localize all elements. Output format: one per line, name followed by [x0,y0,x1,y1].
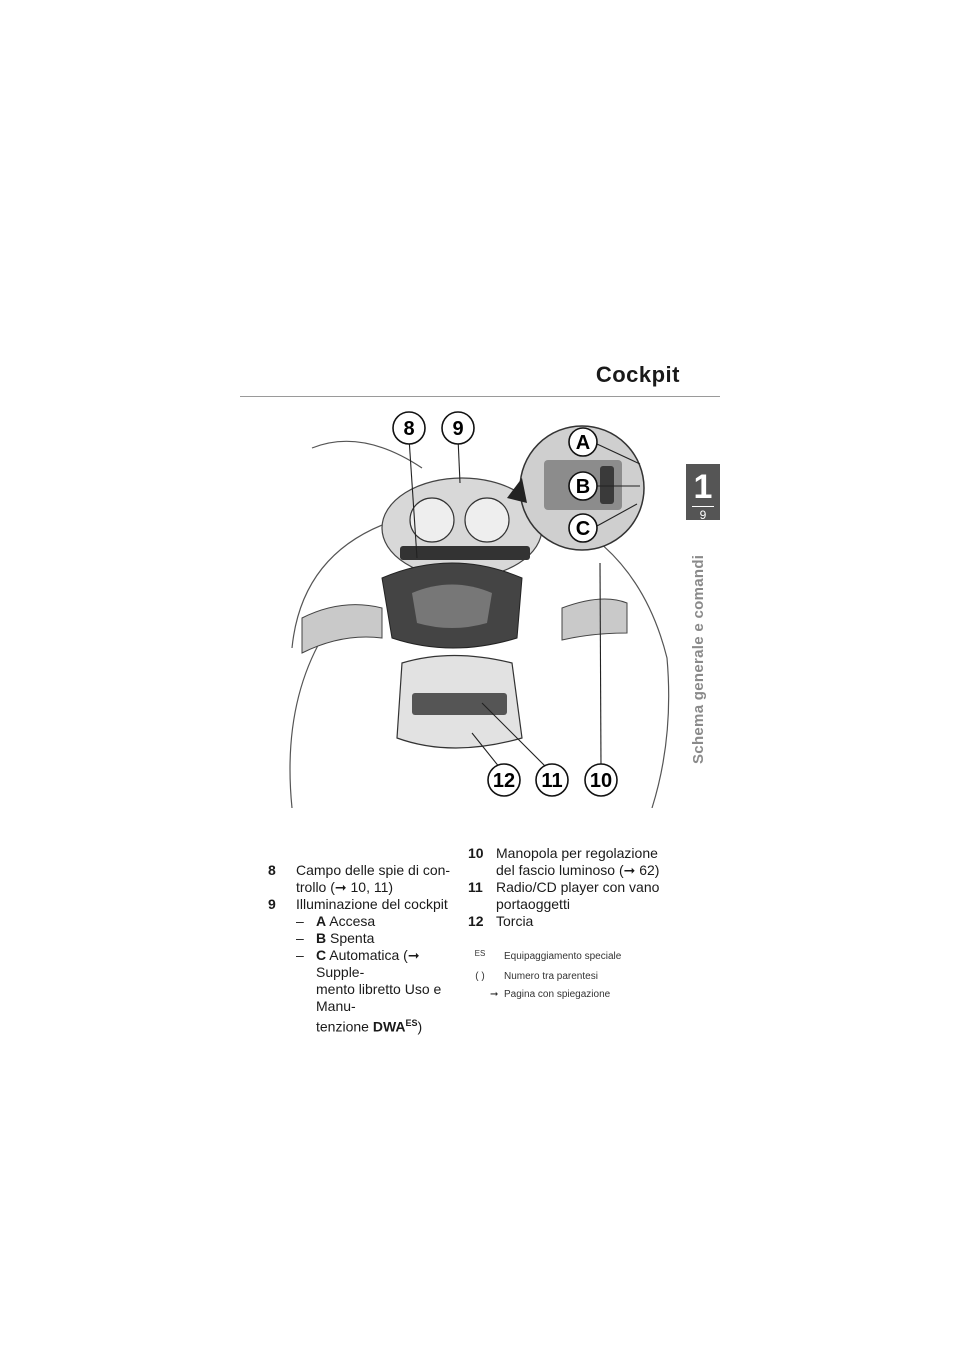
leader-10 [600,563,601,768]
page-number: 9 [699,508,707,522]
callout-9: 9 [452,418,464,440]
warning-light-strip [400,546,530,560]
sub-c-line2: mento libretto Uso e Manu- [316,981,442,1014]
item-11-line1: Radio/CD player con vano [496,879,660,895]
item-8 [268,862,468,896]
item-9-number: 9 [268,896,276,912]
sub-c-line3 [316,1015,468,1036]
legend-es-text: Equipaggiamento speciale [504,951,622,962]
chapter-tab-divider [692,506,714,507]
item-9-sub-c-cont [268,981,468,1036]
item-8-line2: trollo (➞ 10, 11) [296,879,394,895]
chapter-number: 1 [693,468,713,506]
item-12 [468,913,688,930]
callout-A: A [575,432,591,454]
cd-player [412,693,507,715]
legend-arrow-key: ➞ [490,989,499,1000]
legend-es-key: ES [474,949,486,958]
item-11-line2: portaoggetti [496,896,570,912]
sub-c-key: C [316,947,327,963]
callout-C: C [575,518,591,540]
page-title: Cockpit [595,362,680,387]
item-9-sub-b [268,930,468,947]
sub-c-line3-pre: tenzione [316,1018,373,1035]
sub-c-dash: – [296,947,304,963]
left-handlebar [302,605,382,653]
legend-arrow-text: Pagina con spiegazione [504,989,611,1000]
sub-b-key: B [316,930,327,946]
item-10-number: 10 [468,845,484,861]
sub-c-line3-sup: ES [405,1018,418,1028]
lid-inner [412,585,492,629]
sub-a-text: Accesa [329,913,376,929]
right-handlebar [562,599,627,640]
item-10-line1: Manopola per regolazione [496,845,658,861]
sub-b-dash: – [296,930,304,946]
sub-b-text: Spenta [330,930,375,946]
callout-B: B [575,476,591,498]
item-11 [468,879,688,913]
callout-11: 11 [541,770,563,792]
inset-switch-knob [600,466,614,504]
cockpit-illustration [282,408,680,808]
tachometer [465,498,509,542]
item-12-number: 12 [468,913,484,929]
callout-10: 10 [589,770,613,792]
speedometer [410,498,454,542]
side-label-text: Schema generale e comandi [690,554,707,764]
item-list-right [468,845,688,930]
fairing-left [290,638,322,808]
legend-paren-key: ( ) [475,971,485,982]
callout-12: 12 [492,770,516,792]
sub-a-dash: – [296,913,304,929]
legend-paren-text: Numero tra parentesi [504,971,598,982]
item-9 [268,896,468,913]
item-10-line2: del fascio luminoso (➞ 62) [496,862,660,878]
item-10 [468,845,688,879]
item-9-sub-a [268,913,468,930]
item-list-left [268,862,468,1036]
title-rule [240,396,720,397]
item-11-number: 11 [468,879,483,895]
item-8-line1: Campo delle spie di con- [296,862,451,878]
item-8-number: 8 [268,862,276,878]
item-9-line1: Illuminazione del cockpit [296,896,448,912]
item-9-sub-c [268,947,468,981]
item-12-line1: Torcia [496,913,534,929]
sub-c-line3-bold: DWA [372,1018,406,1035]
callout-8: 8 [403,418,415,440]
sub-c-line3-post: ) [417,1018,423,1035]
windshield-line [312,441,422,468]
sub-a-key: A [316,913,327,929]
sub-c-line1: Automatica (➞ Supple- [316,947,420,980]
